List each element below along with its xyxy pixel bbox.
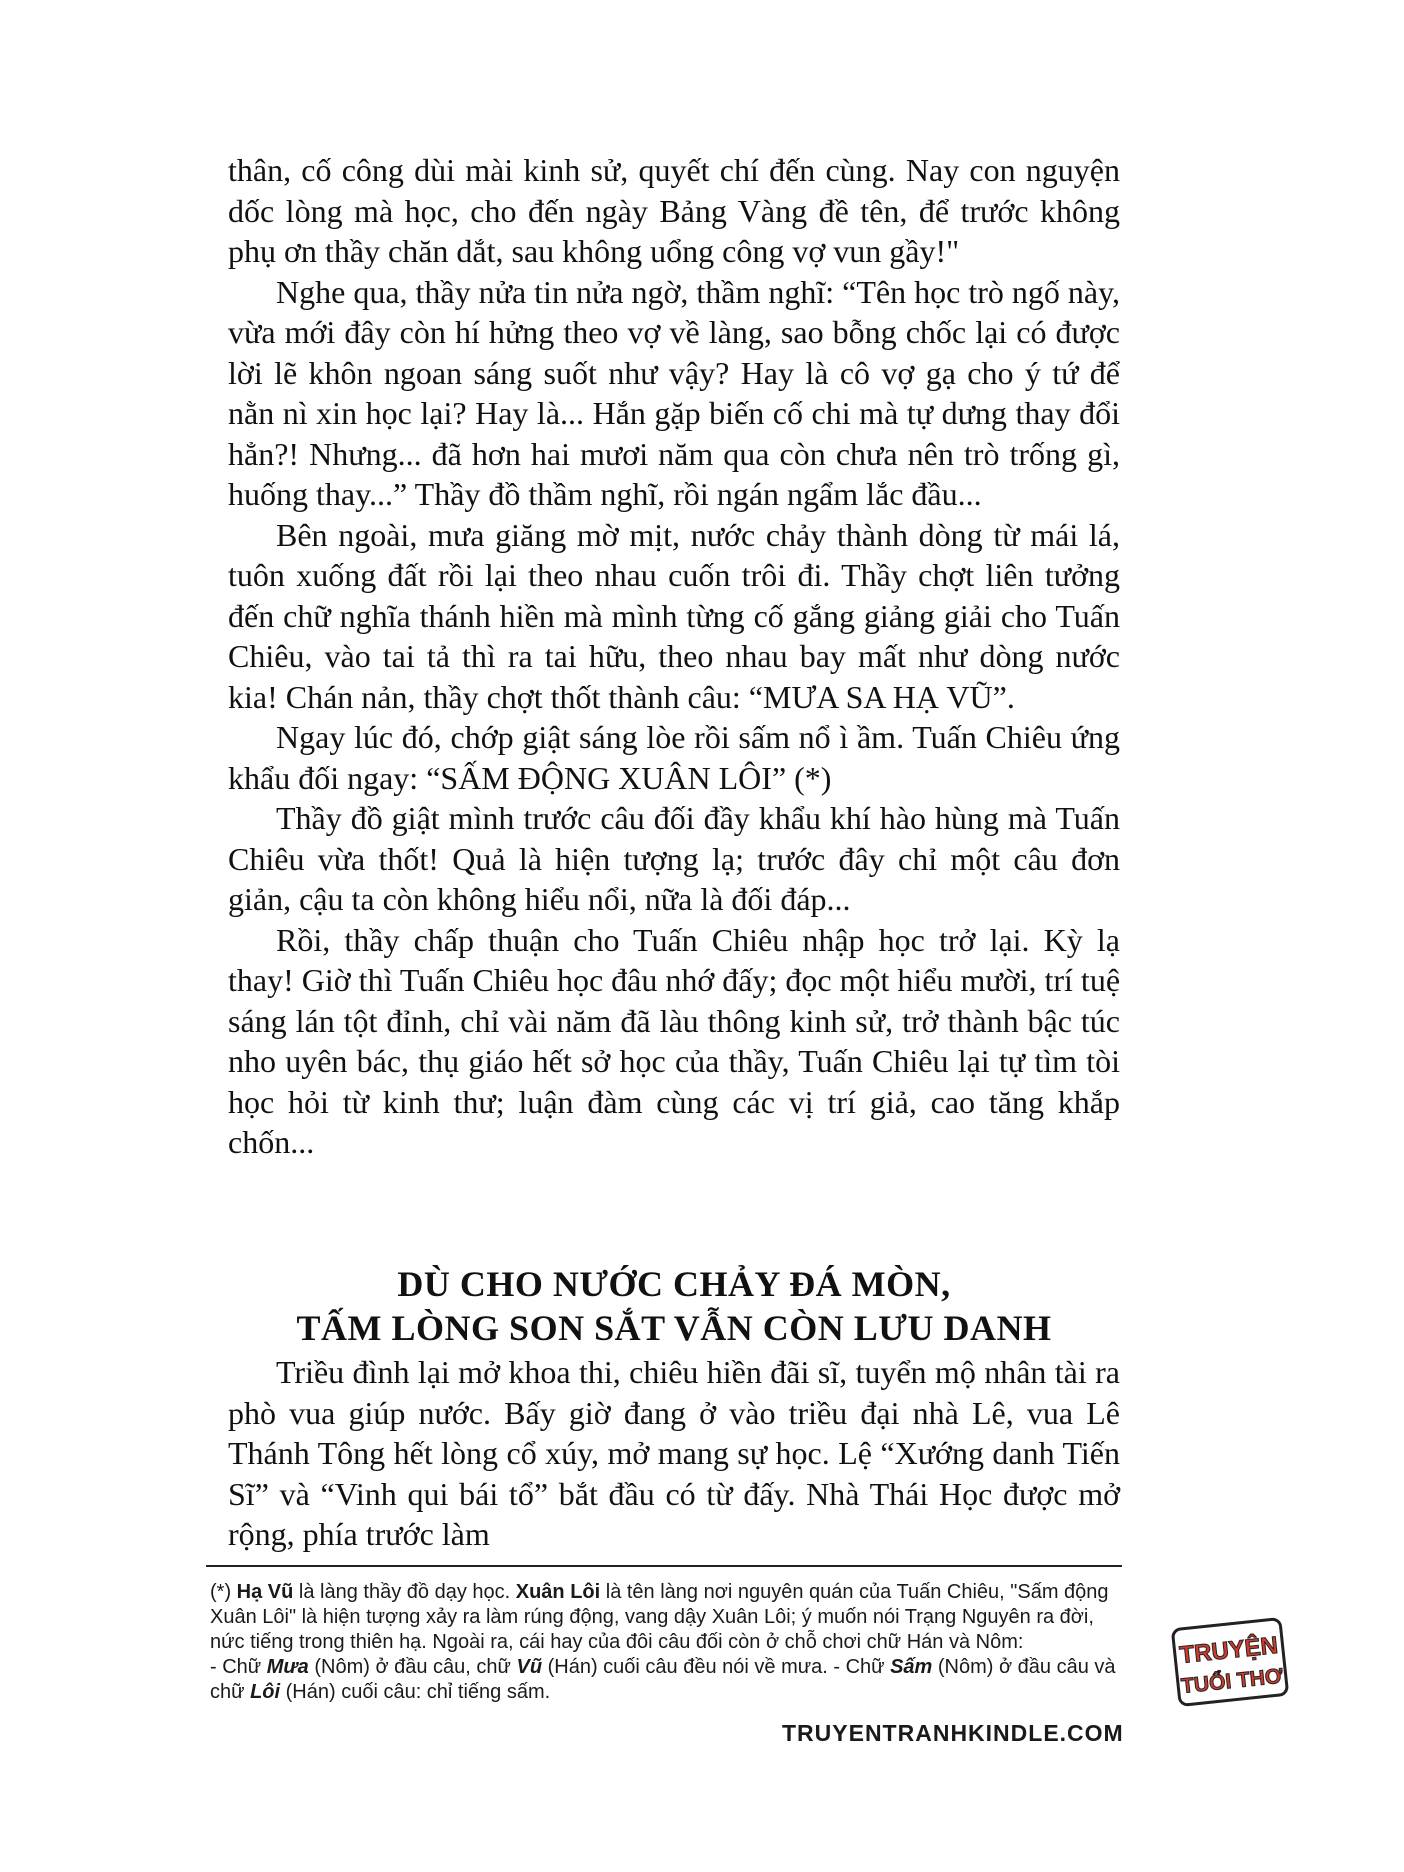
footnote [210,1580,1120,1705]
section-heading [228,1262,1120,1350]
footnote-marker: (*) [210,1581,232,1603]
paragraph: Nghe qua, thầy nửa tin nửa ngờ, thầm nghĩ: “Tên học trò ngố này, vừa mới đây còn hí hửng theo vợ về làng, sao bỗng chốc lại có được lời lẽ khôn ngoan sáng suốt như vậy? Hay là cô vợ gạ cho ý tứ để nằn nì xin học lại? Hay là... Hắn gặp biến cố chi mà tự dưng thay đổi hẳn?! Nhưng... đã hơn hai mươi năm qua còn chưa nên trò trống gì, huống thay...” Thầy đồ thầm nghĩ, rồi ngán ngẩm lắc đầu... [228,273,1120,512]
body-text-bottom [228,1352,1120,1555]
footnote-text: là tên làng nơi nguyên quán của Tuấn Chiêu, "Sấm động Xuân Lôi" là hiện tượng xảy ra làm rúng động, vang dậy Xuân Lôi; ý muốn nói Trạng Nguyên ra đời, nức tiếng trong thiên hạ. Ngoài ra, cái hay của đôi câu đối còn ở chỗ chơi chữ Hán và Nôm: [210,1581,1109,1653]
logo-text-line-2: TUỔI THƠ [1180,1664,1284,1699]
paragraph: thân, cố công dùi mài kinh sử, quyết chí đến cùng. Nay con nguyện dốc lòng mà học, cho đến ngày Bảng Vàng đề tên, để trước không phụ ơn thầy chăn dắt, sau không uổng công vợ vun gầy!" [228,152,1120,269]
footnote-term: Sấm [890,1656,933,1678]
section-heading-line-2: TẤM LÒNG SON SẮT VẪN CÒN LƯU DANH [296,1308,1052,1348]
paragraph: Triều đình lại mở khoa thi, chiêu hiền đãi sĩ, tuyển mộ nhân tài ra phò vua giúp nước. Bấy giờ đang ở vào triều đại nhà Lê, vua Lê Thánh Tông hết lòng cổ xúy, mở mang sự học. Lệ “Xướng danh Tiến Sĩ” và “Vinh qui bái tổ” bắt đầu có từ đấy. Nhà Thái Học được mở rộng, phía trước làm [228,1354,1120,1552]
footnote-text: (Hán) cuối câu: chỉ tiếng sấm. [280,1681,551,1703]
body-text-top [228,150,1120,1163]
footnote-text: (Nôm) ở đầu câu và chữ [210,1656,1116,1703]
truyen-tuoi-tho-logo [1170,1612,1290,1712]
logo-text-line-1: TRUYỆN [1178,1631,1280,1670]
paragraph: Thầy đồ giật mình trước câu đối đầy khẩu khí hào hùng mà Tuấn Chiêu vừa thốt! Quả là hiện tượng lạ; trước đây chỉ một câu đơn giản, cậu ta còn không hiểu nổi, nữa là đối đáp... [228,800,1120,917]
paragraph: Rồi, thầy chấp thuận cho Tuấn Chiêu nhập học trở lại. Kỳ lạ thay! Giờ thì Tuấn Chiêu học đâu nhớ đấy; đọc một hiểu mười, trí tuệ sáng lán tột đỉnh, chỉ vài năm đã làu thông kinh sử, trở thành bậc túc nho uyên bác, thụ giáo hết sở học của thầy, Tuấn Chiêu lại tự tìm tòi học hỏi từ kinh thư; luận đàm cùng các vị trí giả, cao tăng khắp chốn... [228,921,1121,1160]
footnote-text: (Nôm) ở đầu câu, chữ [308,1656,517,1678]
footnote-term: Vũ [516,1656,543,1678]
footnote-divider [206,1565,1122,1567]
footnote-term: Mưa [266,1656,309,1678]
footnote-text: là làng thầy đồ dạy học. [293,1581,516,1603]
paragraph: Bên ngoài, mưa giăng mờ mịt, nước chảy thành dòng từ mái lá, tuôn xuống đất rồi lại theo nhau cuốn trôi đi. Thầy chợt liên tưởng đến chữ nghĩa thánh hiền mà mình từng cố gắng giảng giải cho Tuấn Chiêu, vào tai tả thì ra tai hữu, theo nhau bay mất như dòng nước kia! Chán nản, thầy chợt thốt thành câu: “MƯA SA HẠ VŨ”. [228,516,1120,715]
footnote-text: - Chữ [210,1656,267,1678]
site-watermark: TRUYENTRANHKINDLE.COM [782,1720,1124,1746]
footnote-term: Xuân Lôi [515,1581,601,1603]
footnote-term: Hạ Vũ [236,1581,294,1603]
footnote-term: Lôi [250,1681,281,1703]
section-heading-line-1: DÙ CHO NƯỚC CHẢY ĐÁ MÒN, [397,1264,951,1304]
footnote-text: (Hán) cuối câu đều nói về mưa. - Chữ [542,1656,891,1678]
paragraph: Ngay lúc đó, chớp giật sáng lòe rồi sấm nổ ì ầm. Tuấn Chiêu ứng khẩu đối ngay: “SẤM ĐỘNG XUÂN LÔI” (*) [228,719,1120,796]
